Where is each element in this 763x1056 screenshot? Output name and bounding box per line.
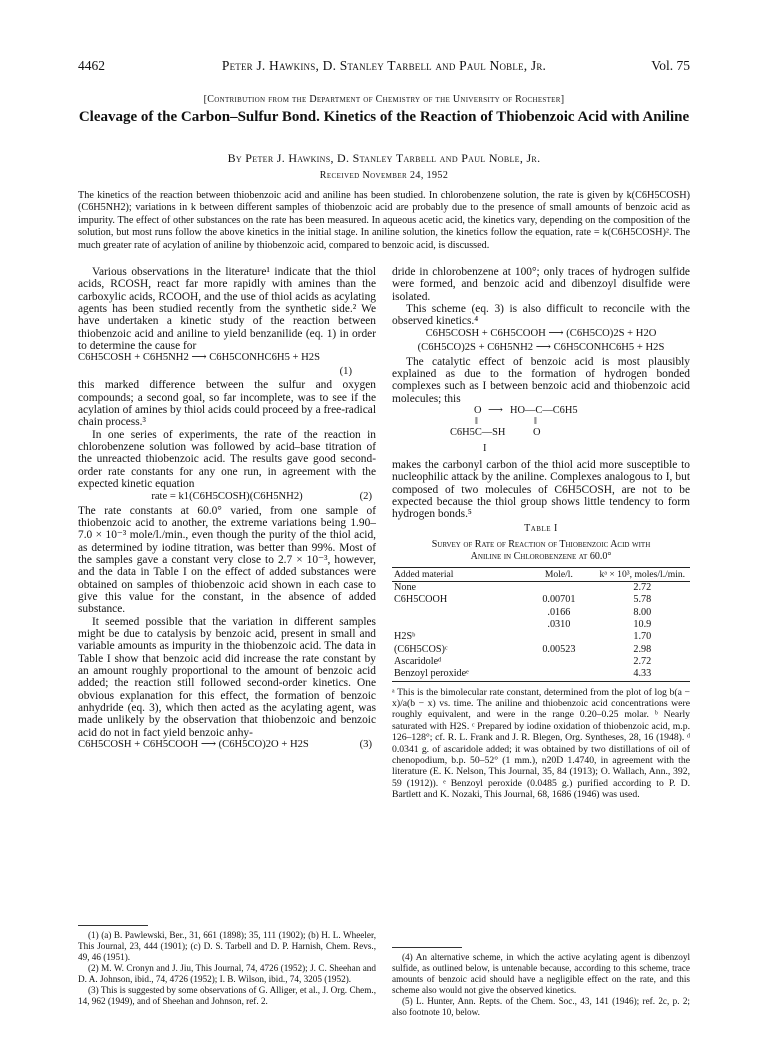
footnote: (1) (a) B. Pawlewski, Ber., 31, 661 (1898); 35, 111 (1902); (b) H. L. Wheeler, This Journal, 23, 444 (1901); (c) D. S. Tarbell and D. P. Harnish, Chem. Revs., 49, 46 (1951).: [78, 930, 376, 962]
footnote-rule: [78, 925, 148, 926]
table-header-row: [392, 568, 690, 582]
table-cell: .0166: [547, 606, 571, 618]
column-header: Added material: [394, 569, 454, 581]
table-cell: Benzoyl peroxideᵉ: [394, 668, 469, 680]
scheme-equation-2: (C6H5CO)2S + C6H5NH2 ⟶ C6H5CONHC6H5 + H2S: [417, 341, 665, 353]
paragraph: makes the carbonyl carbon of the thiol acid more susceptible to nucleophilic attack by the aniline. Complexes analogous to I, but composed of two molecules of C6H5COSH, are not to be expected because the thiol group shows little tendency to form hydrogen bonds.⁵: [392, 459, 690, 521]
page-number: 4462: [78, 58, 105, 73]
structure-label: I: [483, 443, 487, 455]
table-cell: 5.78: [633, 594, 652, 606]
table-row: [392, 594, 690, 606]
paragraph: The rate constants at 60.0° varied, from one sample of thiobenzoic acid to another, the extreme variations being 1.90–7.0 × 10⁻³ mole/l./min., even though the purity of the thiol acid, as determined by iodine titration, was better than 99%. Most of the samples gave a constant very close to 2.7 × 10⁻³, however, and the data in Table I on the effect of added substances were obtained on samples of thiobenzoic acid shown in each case to give this value for the constant, in the absence of added substance.: [78, 504, 376, 616]
footnote: (4) An alternative scheme, in which the active acylating agent is dibenzoyl sulfide, as outlined below, is untenable because, according to this scheme, trace amounts of benzoic acid should have a negligible effect on the rate, and this scheme also would not give the observed kinetics.: [392, 952, 690, 995]
paragraph: dride in chlorobenzene at 100°; only traces of hydrogen sulfide were formed, and benzoic acid and dibenzoyl disulfide were isolated.: [392, 266, 690, 303]
paragraph: It seemed possible that the variation in different samples might be due to catalysis by benzoic acid, present in small and variable amounts as impurity in the thiobenzoic acid. The data in Table I show that benzoic acid did increase the rate constant by an amount roughly proportional to the amount of benzoic acid added; the reaction still followed second-order kinetics. One obvious explanation for this effect, the formation of benzoic anhydride (eq. 3), which then acted as the acylating agent, was made unlikely by the observation that thiobenzoic and benzoic acid do not in fact yield benzoic anhy-: [78, 615, 376, 739]
paragraph: In one series of experiments, the rate of the reaction in chlorobenzene solution was followed by acid–base titration of the unreacted thiobenzoic acid. The results gave good second-order rate constants for any one run, in agreement with the expected kinetic equation: [78, 428, 376, 491]
table-cell: [523, 631, 595, 643]
table-cell: 2.98: [633, 643, 652, 655]
table-label: Table I: [524, 522, 558, 534]
table-row: [392, 631, 690, 643]
structure-atom: O: [533, 427, 541, 439]
column-header: Mole/l.: [544, 569, 573, 581]
table-row: [392, 582, 690, 595]
paragraph: This scheme (eq. 3) is also difficult to reconcile with the observed kinetics.⁴: [392, 303, 690, 328]
table-caption: [392, 539, 690, 563]
contribution-line: [Contribution from the Department of Chemistry of the University of Rochester]: [203, 94, 565, 105]
footnotes-right: [392, 952, 690, 1018]
column-header: kᵃ × 10³, moles/l./min.: [599, 569, 686, 581]
paragraph: this marked difference between the sulfur and oxygen compounds; a second goal, so far incomplete, was to see if the acylation of amines by thiol acids could proceed by a free-radical chain process.³: [78, 379, 376, 429]
table-cell: (C6H5COS)ᶜ: [394, 643, 448, 655]
equation-number: (3): [359, 739, 372, 751]
header-authors: Peter J. Hawkins, D. Stanley Tarbell and Paul Noble, Jr.: [221, 58, 547, 73]
table-cell: [392, 619, 523, 631]
table-cell: None: [394, 582, 417, 594]
equation-number: (1): [339, 366, 352, 378]
byline: By Peter J. Hawkins, D. Stanley Tarbell and Paul Noble, Jr.: [227, 151, 541, 165]
table-cell: 4.33: [633, 668, 652, 680]
table-row: [392, 607, 690, 619]
table-row: [392, 668, 690, 681]
table-cell: 2.72: [633, 655, 652, 667]
table-cell: [523, 582, 595, 595]
left-column: [78, 266, 376, 753]
structure-arrow: ⟶: [488, 405, 503, 417]
volume-number: Vol. 75: [651, 58, 690, 73]
abstract: The kinetics of the reaction between thiobenzoic acid and aniline has been studied. In chlorobenzene solution, the rate is given by k(C6H5COSH)(C6H5NH2); variations in k between different samples of thiobenzoic acid are probably due to the presence of small amounts of benzoic acid as impurity. The effect of other substances on the rate has been measured. In aqueous acetic acid, the kinetics vary, depending on the composition of the solution, but most runs follow the above kinetics in the initial stage. In aniline solution, the kinetics follow the equation, rate = k(C6H5COSH)². The much greater rate of acylation of aniline by thiobenzoic acid, compared to benzoic acid, is discussed.: [78, 190, 690, 251]
running-header: [78, 58, 690, 78]
footnote: (2) M. W. Cronyn and J. Jiu, This Journal, 74, 4726 (1952); J. C. Sheehan and D. A. Johnson, ibid., 74, 4726 (1952); I. B. Wilson, ibid., 74, 3205 (1952).: [78, 963, 376, 984]
table-cell: 0.00523: [542, 643, 576, 655]
paragraph: Various observations in the literature¹ indicate that the thiol acids, RCOSH, react far more rapidly with amines than the carboxylic acids, RCOOH, and the use of thiol acids as acylating agents has been studied recently from the synthetic side.² We have undertaken a kinetic study of the reaction between thiobenzoic acid and aniline to yield benzanilide (eq. 1) in order to determine the cause for: [78, 266, 376, 353]
structure-bond: ‖: [534, 416, 537, 428]
equation-3: [78, 739, 376, 753]
table-cell: 2.72: [633, 582, 652, 594]
table-caption-line: Survey of Rate of Reaction of Thiobenzoic Acid with: [431, 539, 651, 551]
footnotes-left: [78, 930, 376, 1007]
right-column: [392, 266, 690, 801]
footnote: (5) L. Hunter, Ann. Repts. of the Chem. Soc., 43, 141 (1946); ref. 2c, p. 2; also footnote 10, below.: [392, 996, 690, 1017]
table-cell: [392, 607, 523, 619]
equation-text: C6H5COSH + C6H5COOH ⟶ (C6H5CO)2O + H2S: [78, 739, 309, 751]
table-cell: Ascaridoleᵈ: [394, 655, 442, 667]
table-cell: [523, 656, 595, 668]
structure-atom: C6H5C—SH: [450, 427, 506, 439]
structure-atom: HO—C—C6H5: [510, 405, 578, 417]
paragraph: The catalytic effect of benzoic acid is most plausibly explained as due to the formation of hydrogen bonded complexes such as I between benzoic acid and thiobenzoic acid molecules; this: [392, 355, 690, 405]
footnote-rule: [392, 947, 462, 948]
table-caption-line: Aniline in Chlorobenzene at 60.0°: [470, 551, 612, 563]
equation-text: C6H5COSH + C6H5NH2 ⟶ C6H5CONHC6H5 + H2S: [78, 352, 320, 364]
equation-2: [78, 491, 376, 505]
table-footnotes: ᵃ This is the bimolecular rate constant, determined from the plot of log b(a − x)/a(b − x) vs. time. The aniline and thiobenzoic acid concentrations were roughly equivalent, and were in the range 0.20–0.25 molar. ᵇ Nearly saturated with H2S. ᶜ Prepared by iodine oxidation of thiobenzoic acid, m.p. 126–128°; cf. R. L. Frank and J. R. Blegen, Org. Syntheses, 28, 16 (1948). ᵈ 0.0341 g. of ascaridole added; it was obtained by two distillations of oil of chenopodium, b.p. 50–52° (1 mm.), n20D 1.4740, in agreement with the literature (E. K. Nelson, This Journal, 35, 84 (1913); O. Wallach, Ann., 392, 59 (1912)). ᵉ Benzoyl peroxide (0.0485 g.) purified according to P. D. Bartlett and K. Nozaki, This Journal, 68, 1686 (1946) was used.: [392, 686, 690, 801]
table-cell: 1.70: [633, 631, 652, 643]
table-cell: H2Sᵇ: [394, 631, 416, 643]
rate-table: [392, 567, 690, 681]
structure-I: [392, 405, 690, 459]
structure-bond: ‖: [475, 416, 478, 428]
table-cell: 10.9: [633, 619, 652, 631]
article-title: Cleavage of the Carbon–Sulfur Bond. Kinetics of the Reaction of Thiobenzoic Acid with Aniline: [78, 109, 690, 125]
structure-atom: O: [474, 405, 482, 417]
equation-1: [78, 352, 376, 366]
footnote: (3) This is suggested by some observations of G. Alliger, et al., J. Org. Chem., 14, 962 (1949), and of Sheehan and Johnson, ref. 2.: [78, 985, 376, 1006]
table-cell: .0310: [547, 619, 571, 631]
table-row: [392, 656, 690, 668]
received-date: Received November 24, 1952: [319, 170, 449, 181]
table-row: [392, 644, 690, 656]
table-cell: 0.00701: [542, 594, 576, 606]
scheme-equation-1: C6H5COSH + C6H5COOH ⟶ (C6H5CO)2S + H2O: [425, 327, 657, 339]
equation-number: (2): [359, 490, 372, 502]
table-cell: [523, 668, 595, 681]
table-cell: 8.00: [633, 606, 652, 618]
equation-text: rate = k1(C6H5COSH)(C6H5NH2): [151, 490, 303, 502]
table-row: [392, 619, 690, 631]
table-cell: C6H5COOH: [394, 594, 448, 606]
